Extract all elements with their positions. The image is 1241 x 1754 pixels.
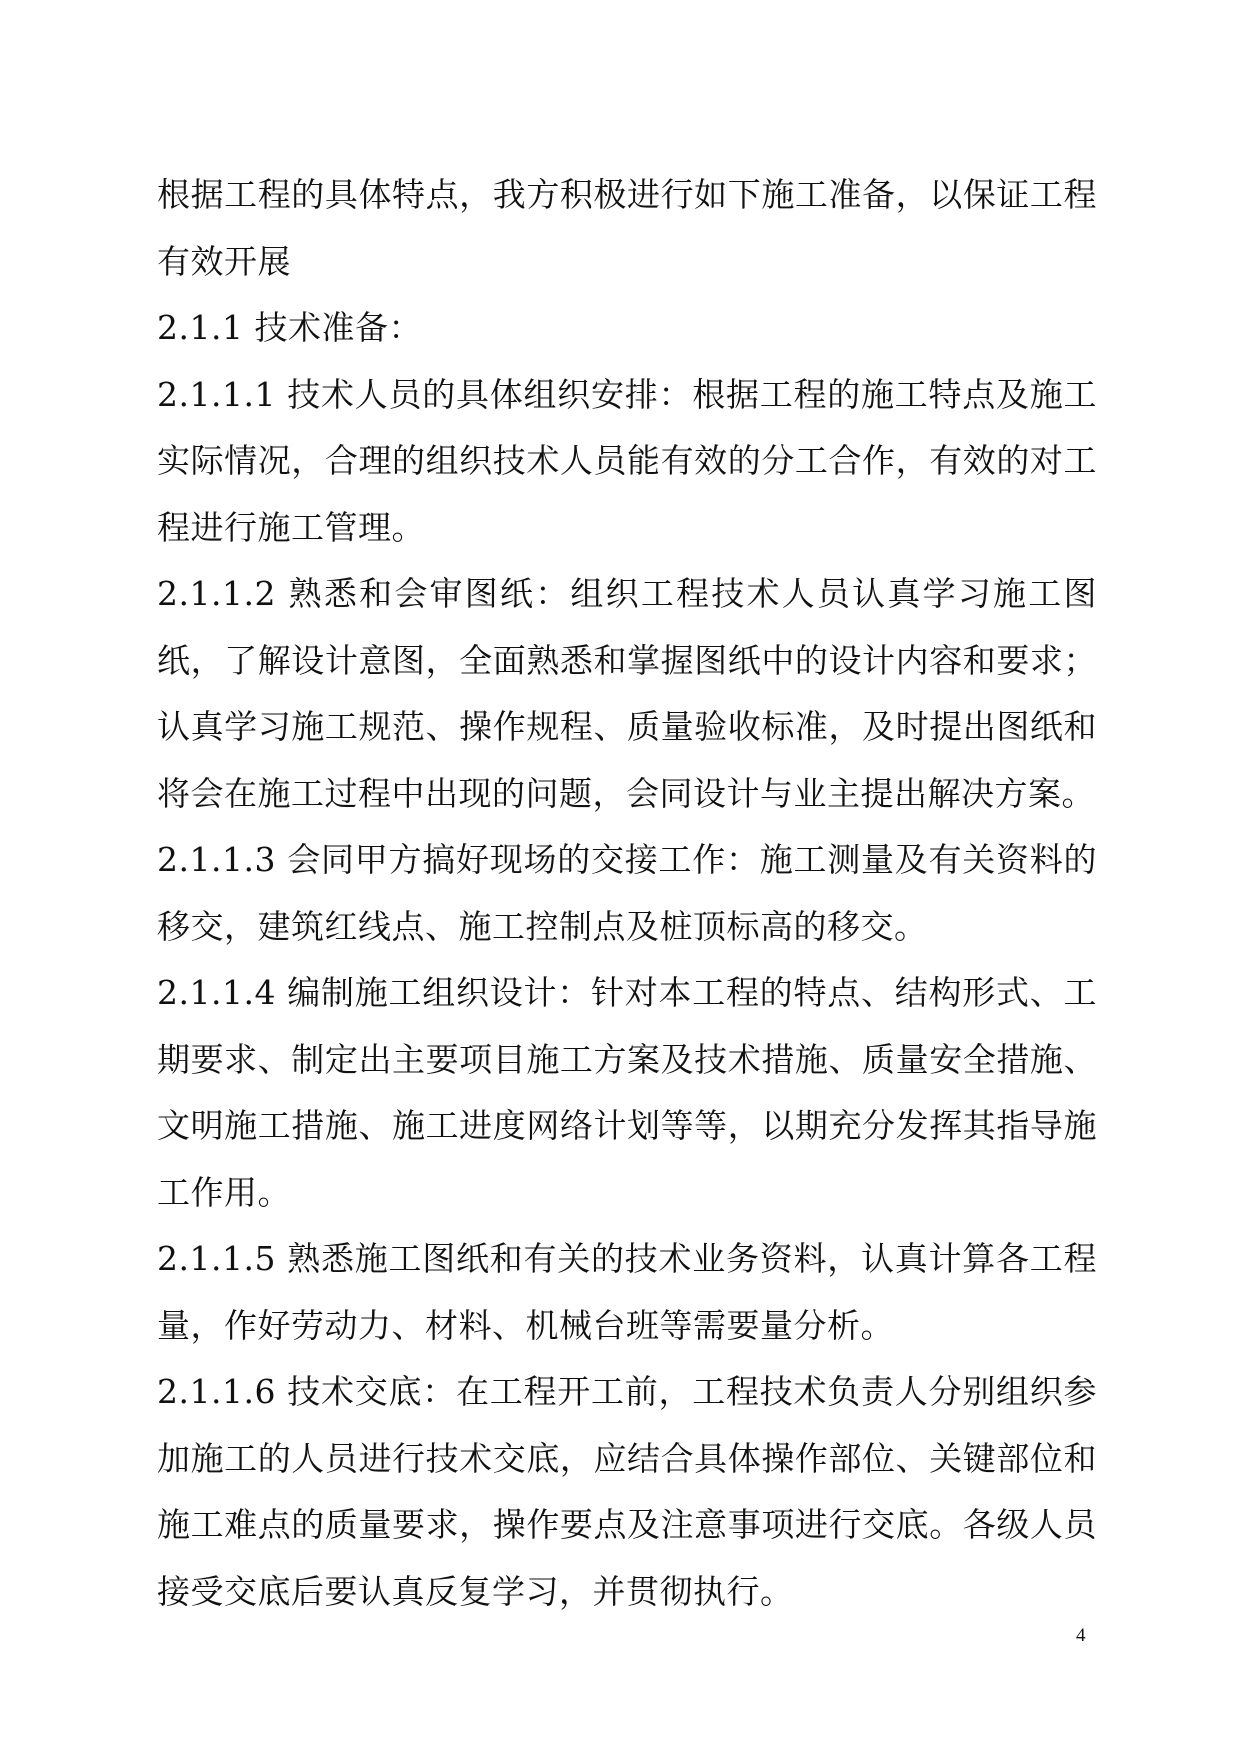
page-number: 4 [1076,1625,1086,1646]
paragraph-2-1-1-4: 2.1.1.4 编制施工组织设计：针对本工程的特点、结构形式、工期要求、制定出主要项目施工方案及技术措施、质量安全措施、文明施工措施、施工进度网络计划等等，以期充分发挥其指导施工作用。 [157,973,1097,1212]
section-heading-2-1-1: 2.1.1 技术准备： [157,308,422,347]
paragraph-2-1-1-5: 2.1.1.5 熟悉施工图纸和有关的技术业务资料，认真计算各工程量，作好劳动力、材料、机械台班等需要量分析。 [157,1239,1097,1345]
paragraph-2-1-1-3: 2.1.1.3 会同甲方搞好现场的交接工作：施工测量及有关资料的移交，建筑红线点、施工控制点及桩顶标高的移交。 [157,840,1097,946]
paragraph-2-1-1-1: 2.1.1.1 技术人员的具体组织安排：根据工程的施工特点及施工实际情况，合理的组织技术人员能有效的分工合作，有效的对工程进行施工管理。 [157,374,1097,547]
paragraph-2-1-1-6: 2.1.1.6 技术交底：在工程开工前，工程技术负责人分别组织参加施工的人员进行技术交底，应结合具体操作部位、关键部位和施工难点的质量要求，操作要点及注意事项进行交底。各级人员接受交底后要认真反复学习，并贯彻执行。 [157,1372,1097,1611]
paragraph-2-1-1-2: 2.1.1.2 熟悉和会审图纸：组织工程技术人员认真学习施工图纸，了解设计意图，全面熟悉和掌握图纸中的设计内容和要求；认真学习施工规范、操作规程、质量验收标准，及时提出图纸和将会在施工过程中出现的问题，会同设计与业主提出解决方案。 [157,574,1097,813]
intro-paragraph: 根据工程的具体特点，我方积极进行如下施工准备，以保证工程有效开展 [157,175,1097,281]
document-body [157,162,1097,1625]
